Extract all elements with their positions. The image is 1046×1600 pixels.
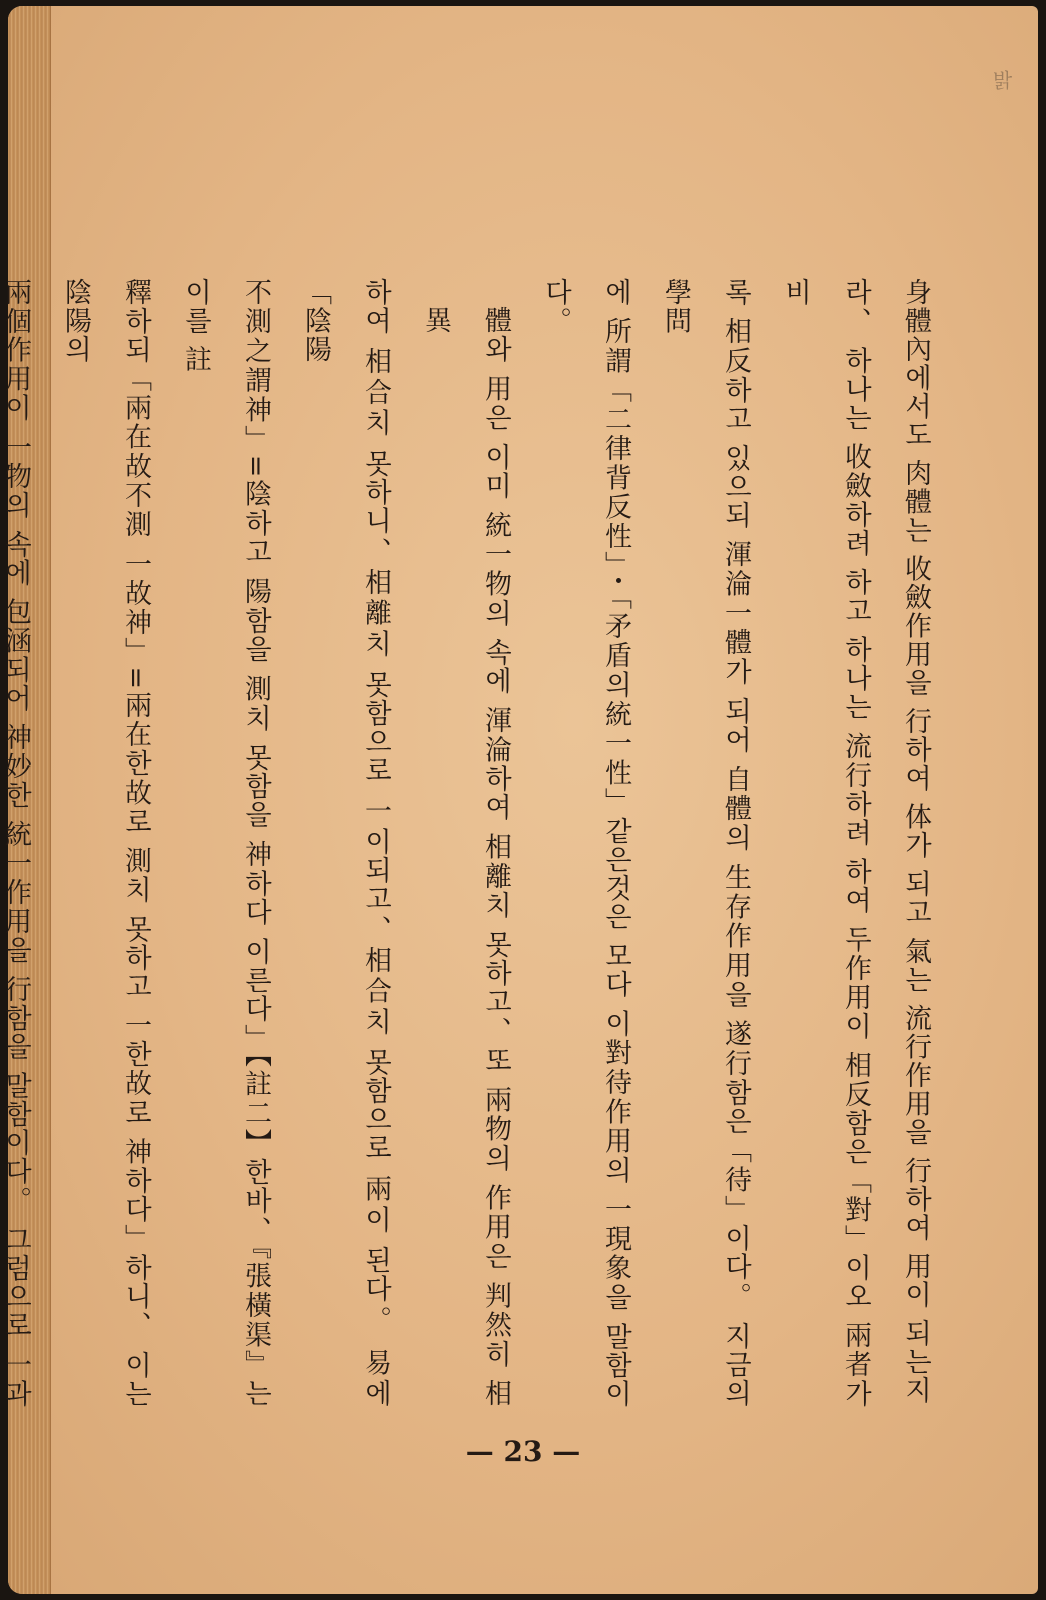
page-number: — 23 —	[465, 1435, 581, 1468]
text-line: 兩個作用이 一物의 속에 包涵되어 神妙한 統一作用을 行함을 말함이다。 그럼으로 一과	[0, 278, 31, 1408]
text-line: 라、 하나는 收斂하려 하고 하나는 流行하려 하여 두作用이 相反함은「對」이오 兩者가 비	[780, 278, 871, 1408]
text-line: 身體內에서도 肉體는 收斂作用을 行하여 体가 되고 氣는 流行作用을 行하여 用이 되는지	[900, 278, 931, 1405]
text-line: 釋하되「兩在故不測 一故神」=兩在한故로 測치 못하고 一한故로 神하다」하니、 이는 陰陽의	[60, 278, 151, 1408]
corner-mark: 밝	[989, 70, 1013, 90]
text-line: 에 所謂「二律背反性」・「矛盾의統一性」같은것은 모다 이對待作用의 一現象을 말함이다。	[540, 278, 631, 1408]
text-line: 록 相反하고 있으되 渾淪一體가 되어 自體의 生存作用을 遂行함은「待」이다。 지금의 學問	[660, 278, 751, 1408]
text-line: 하여 相合치 못하니、相離치 못함으로 一이되고、相合치 못함으로 兩이 된다。 易에「陰陽	[300, 278, 391, 1408]
text-line: 體와 用은 이미 統一物의 속에 渾淪하여 相離치 못하고、또 兩物의 作用은 判然히 相異	[420, 306, 511, 1408]
body-text	[0, 278, 945, 1408]
text-line: 不測之謂神」=陰하고 陽함을 測치 못함을 神하다 이른다」【註二】한바、『張橫渠』는 이를 註	[180, 278, 271, 1408]
